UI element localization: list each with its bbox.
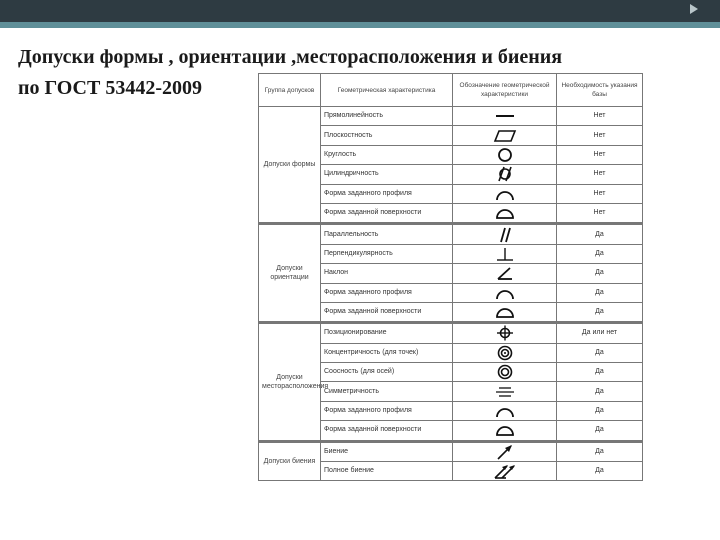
table-row xyxy=(259,323,643,343)
slide-title-line-1: Допуски формы , ориентации ,месторасположения и биения xyxy=(18,46,563,68)
characteristic-name: Форма заданной поверхности xyxy=(321,421,453,441)
symbol-cell xyxy=(453,401,557,420)
slide-title-line-2: по ГОСТ 53442-2009 xyxy=(18,77,202,99)
characteristic-name: Плоскостность xyxy=(321,126,453,145)
column-header-characteristic: Геометрическая характеристика xyxy=(321,74,453,107)
symmetry-icon xyxy=(492,384,518,400)
base-required: Да xyxy=(557,382,643,401)
base-required: Да xyxy=(557,224,643,244)
cylindricity-icon xyxy=(492,166,518,182)
base-required: Нет xyxy=(557,145,643,164)
symbol-cell xyxy=(453,165,557,184)
characteristic-name: Цилиндричность xyxy=(321,165,453,184)
base-required: Да xyxy=(557,363,643,382)
characteristic-name: Форма заданного профиля xyxy=(321,401,453,420)
header-bar xyxy=(0,0,720,22)
symbol-cell xyxy=(453,203,557,223)
total-runout-icon xyxy=(492,463,518,479)
symbol-cell xyxy=(453,224,557,244)
parallelism-icon xyxy=(492,227,518,243)
symbol-cell xyxy=(453,441,557,461)
perpendicularity-icon xyxy=(492,246,518,262)
symbol-cell xyxy=(453,107,557,126)
characteristic-name: Наклон xyxy=(321,264,453,283)
symbol-cell xyxy=(453,343,557,362)
column-header-group: Группа допусков xyxy=(259,74,321,107)
characteristic-name: Перпендикулярность xyxy=(321,244,453,263)
characteristic-name: Биение xyxy=(321,441,453,461)
group-label-orientation: Допуски ориентации xyxy=(259,224,321,323)
tolerance-table-container xyxy=(258,73,642,515)
tolerance-table xyxy=(258,73,643,481)
symbol-cell xyxy=(453,283,557,302)
symbol-cell xyxy=(453,302,557,322)
group-label-location: Допуски месторасположения xyxy=(259,323,321,441)
symbol-cell xyxy=(453,244,557,263)
characteristic-name: Форма заданного профиля xyxy=(321,283,453,302)
base-required: Нет xyxy=(557,126,643,145)
base-required: Да xyxy=(557,264,643,283)
profile-surface-icon xyxy=(492,304,518,320)
base-required: Нет xyxy=(557,165,643,184)
header-accent-stripe xyxy=(0,22,720,28)
base-required: Да xyxy=(557,302,643,322)
column-header-base: Необходимость указания базы xyxy=(557,74,643,107)
symbol-cell xyxy=(453,145,557,164)
symbol-cell xyxy=(453,126,557,145)
profile-surface-icon xyxy=(492,422,518,438)
circularity-icon xyxy=(492,147,518,163)
profile-line-icon xyxy=(492,285,518,301)
flatness-icon xyxy=(492,128,518,144)
base-required: Да xyxy=(557,462,643,481)
characteristic-name: Форма заданного профиля xyxy=(321,184,453,203)
characteristic-name: Концентричность (для точек) xyxy=(321,343,453,362)
position-icon xyxy=(492,325,518,341)
base-required: Да xyxy=(557,421,643,441)
characteristic-name: Прямолинейность xyxy=(321,107,453,126)
symbol-cell xyxy=(453,382,557,401)
characteristic-name: Параллельность xyxy=(321,224,453,244)
corner-arrow-icon xyxy=(690,4,698,14)
symbol-cell xyxy=(453,462,557,481)
base-required: Да xyxy=(557,283,643,302)
group-label-runout: Допуски биения xyxy=(259,441,321,481)
symbol-cell xyxy=(453,184,557,203)
base-required: Да xyxy=(557,244,643,263)
symbol-cell xyxy=(453,421,557,441)
table-header-row xyxy=(259,74,643,107)
straightness-icon xyxy=(492,108,518,124)
column-header-symbol: Обозначение геометрической характеристики xyxy=(453,74,557,107)
base-required: Да xyxy=(557,401,643,420)
symbol-cell xyxy=(453,264,557,283)
characteristic-name: Круглость xyxy=(321,145,453,164)
symbol-cell xyxy=(453,323,557,343)
base-required: Нет xyxy=(557,107,643,126)
characteristic-name: Позиционирование xyxy=(321,323,453,343)
profile-surface-icon xyxy=(492,205,518,221)
characteristic-name: Соосность (для осей) xyxy=(321,363,453,382)
coaxiality-icon xyxy=(492,364,518,380)
base-required: Да xyxy=(557,343,643,362)
base-required: Нет xyxy=(557,184,643,203)
table-row xyxy=(259,441,643,461)
base-required: Да или нет xyxy=(557,323,643,343)
table-row xyxy=(259,107,643,126)
profile-line-icon xyxy=(492,403,518,419)
group-label-form: Допуски формы xyxy=(259,107,321,224)
circular-runout-icon xyxy=(492,444,518,460)
concentricity-icon xyxy=(492,345,518,361)
characteristic-name: Симметричность xyxy=(321,382,453,401)
characteristic-name: Форма заданной поверхности xyxy=(321,203,453,223)
characteristic-name: Форма заданной поверхности xyxy=(321,302,453,322)
table-row xyxy=(259,224,643,244)
base-required: Нет xyxy=(557,203,643,223)
angularity-icon xyxy=(492,265,518,281)
characteristic-name: Полное биение xyxy=(321,462,453,481)
profile-line-icon xyxy=(492,186,518,202)
base-required: Да xyxy=(557,441,643,461)
symbol-cell xyxy=(453,363,557,382)
